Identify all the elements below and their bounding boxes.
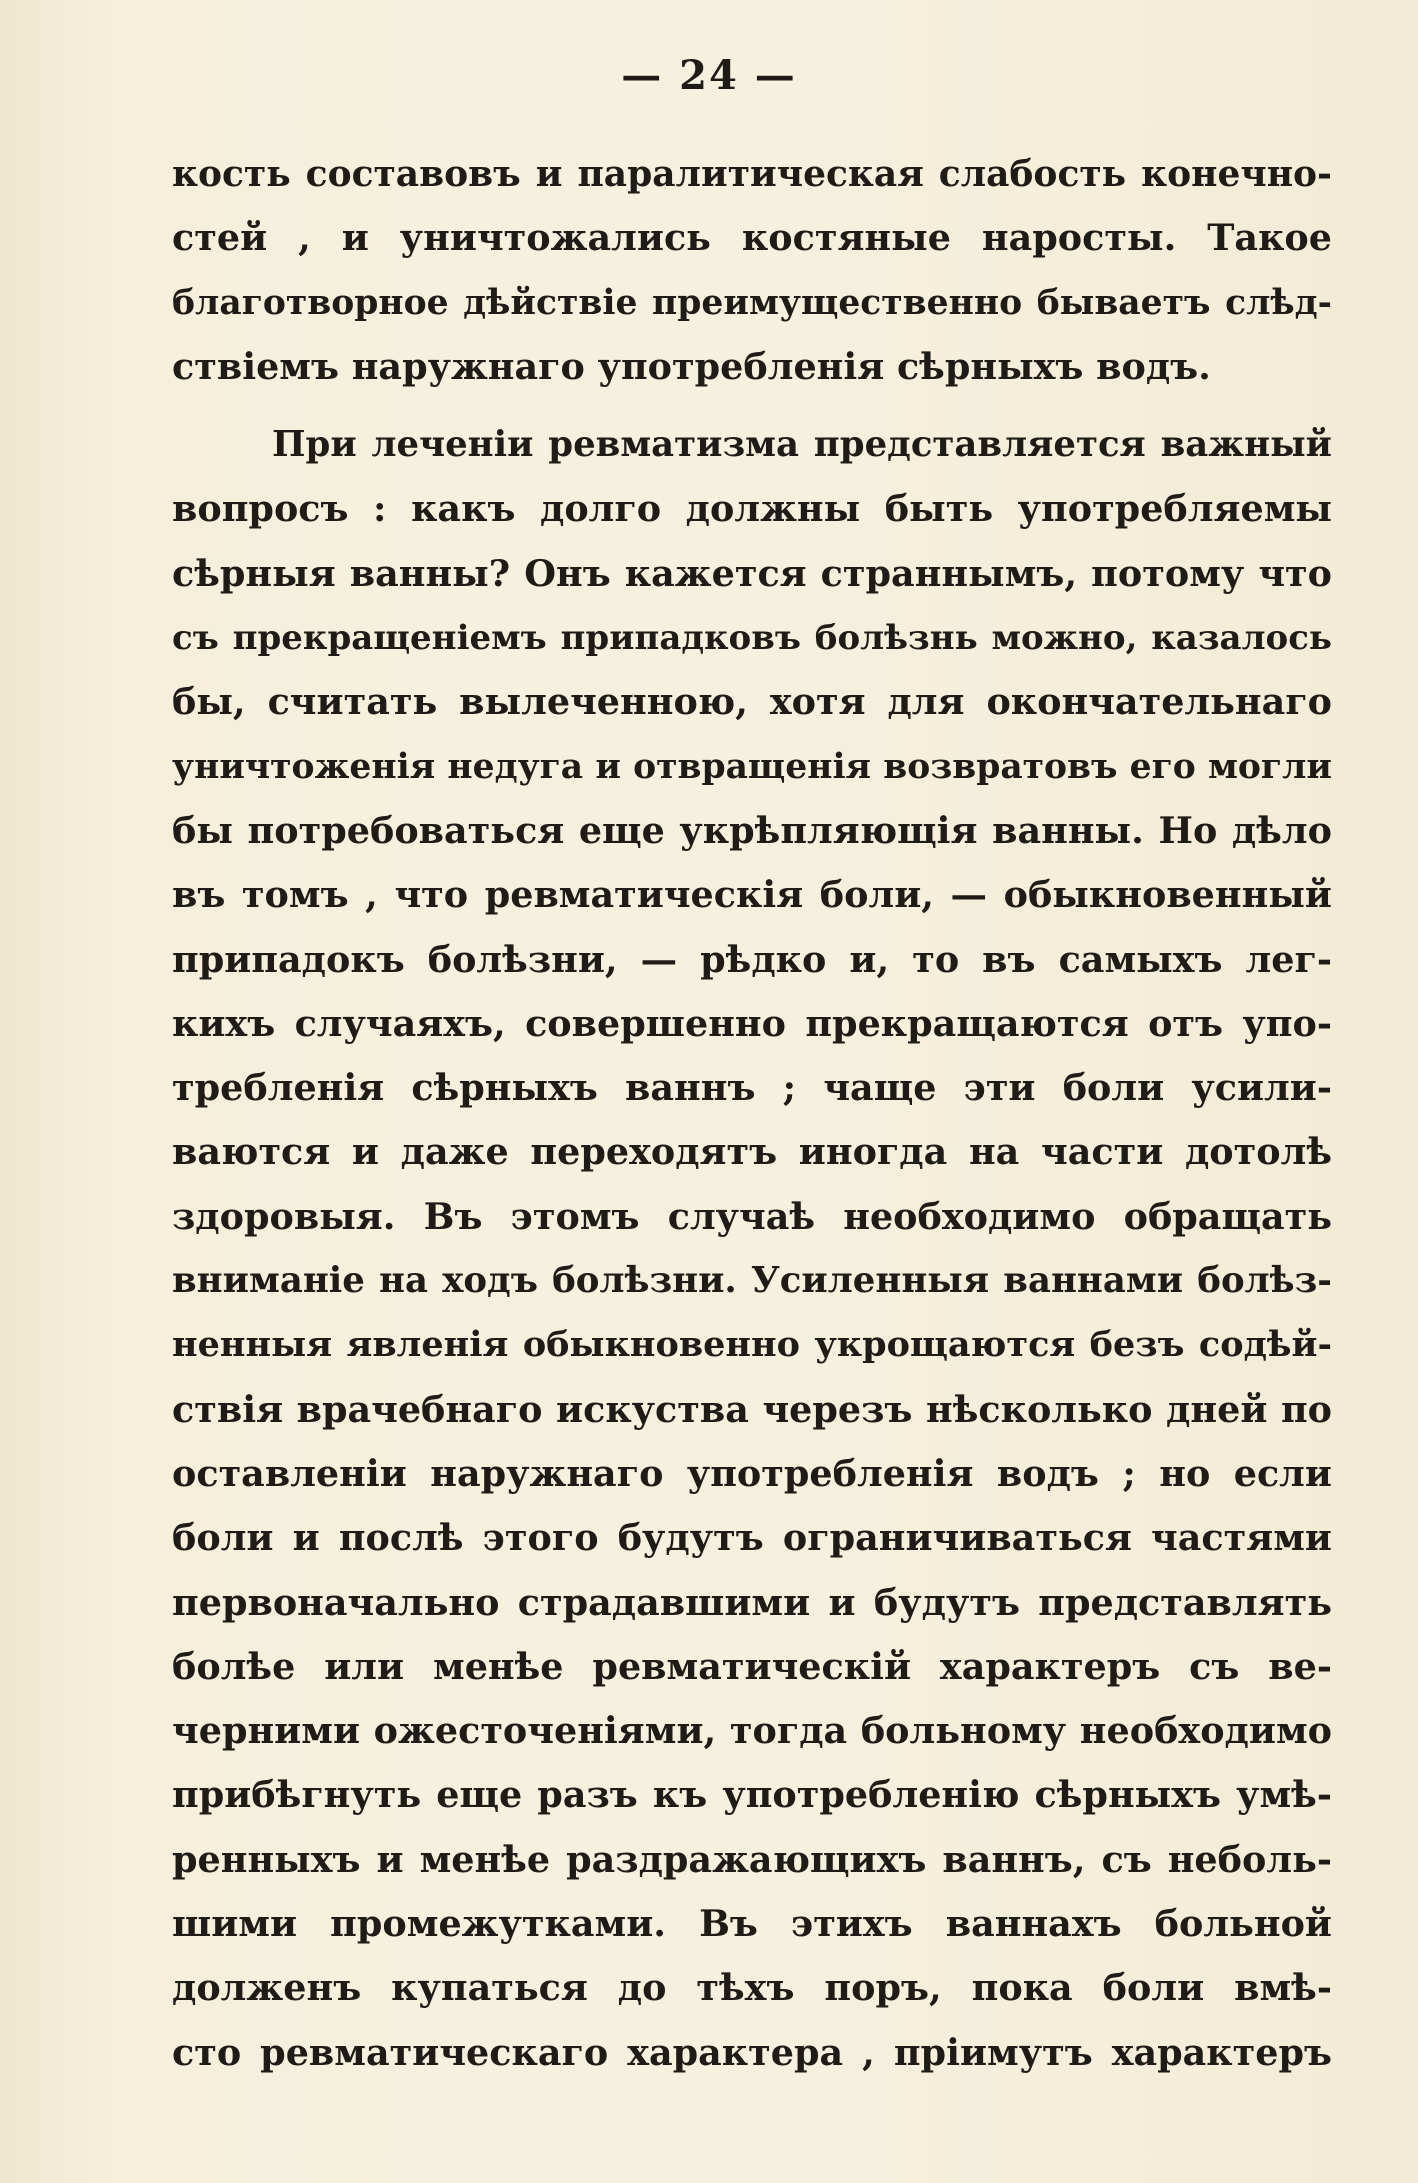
text-line: При леченіи ревматизма представляется важный (272, 424, 1332, 466)
text-line: кость составовъ и паралитическая слабость конечно- (172, 153, 1332, 195)
text-line: оставленіи наружнаго употребленія водъ ; но если (172, 1451, 1332, 1495)
text-line: здоровыя. Въ этомъ случаѣ необходимо обращать (172, 1194, 1332, 1238)
text-line: вопросъ : какъ долго должны быть употребляемы (172, 487, 1332, 531)
text-line: въ томъ , что ревматическія боли, — обыкновенный (172, 873, 1332, 917)
text-line: съ прекращеніемъ припадковъ болѣзнь можно, казалось (172, 618, 1332, 659)
text-line: уничтоженія недуга и отвращенія возвратовъ его могли (172, 746, 1332, 787)
text-line: вниманіе на ходъ болѣзни. Усиленныя ваннами болѣз- (172, 1260, 1332, 1302)
text-line: долженъ купаться до тѣхъ поръ, пока боли вмѣ- (172, 1966, 1332, 2010)
page-number: — 24 — (621, 52, 797, 99)
text-line: кихъ случаяхъ, совершенно прекращаются отъ упо- (172, 1001, 1332, 1045)
text-line: припадокъ болѣзни, — рѣдко и, то въ самыхъ лег- (172, 937, 1332, 981)
body-text (172, 142, 1332, 2085)
text-line: бы потребоваться еще укрѣпляющія ванны. Но дѣло (172, 808, 1332, 852)
text-line: требленія сѣрныхъ ваннъ ; чаще эти боли усили- (172, 1066, 1332, 1110)
text-line: прибѣгнуть еще разъ къ употребленію сѣрныхъ умѣ- (172, 1773, 1332, 1817)
text-line: сѣрныя ванны? Онъ кажется страннымъ, потому что (172, 551, 1332, 595)
text-line: сто ревматическаго характера , пріимутъ характеръ (172, 2030, 1332, 2074)
text-line: ренныхъ и менѣе раздражающихъ ваннъ, съ неболь- (172, 1837, 1332, 1881)
text-line: стей , и уничтожались костяные наросты. Такое (172, 216, 1332, 260)
text-line: первоначально страдавшими и будутъ представлять (172, 1580, 1332, 1624)
text-line: ствія врачебнаго искуства черезъ нѣсколько дней по (172, 1387, 1332, 1431)
text-line: ненныя явленія обыкновенно укрощаются безъ содѣй- (172, 1324, 1332, 1366)
text-line: боли и послѣ этого будутъ ограничиваться частями (172, 1516, 1332, 1560)
text-line: ствіемъ наружнаго употребленія сѣрныхъ водъ. (172, 344, 1211, 388)
text-line: ваются и даже переходятъ иногда на части дотолѣ (172, 1130, 1332, 1174)
text-line: шими промежутками. Въ этихъ ваннахъ больной (172, 1902, 1332, 1946)
text-line: бы, считать вылеченною, хотя для окончательнаго (172, 680, 1332, 724)
paragraph-gap (172, 399, 1332, 413)
text-line: черними ожесточеніями, тогда больному необходимо (172, 1709, 1332, 1753)
text-line: болѣе или менѣе ревматическій характеръ съ ве- (172, 1644, 1332, 1688)
text-line: благотворное дѣйствіе преимущественно бываетъ слѣд- (172, 282, 1332, 323)
